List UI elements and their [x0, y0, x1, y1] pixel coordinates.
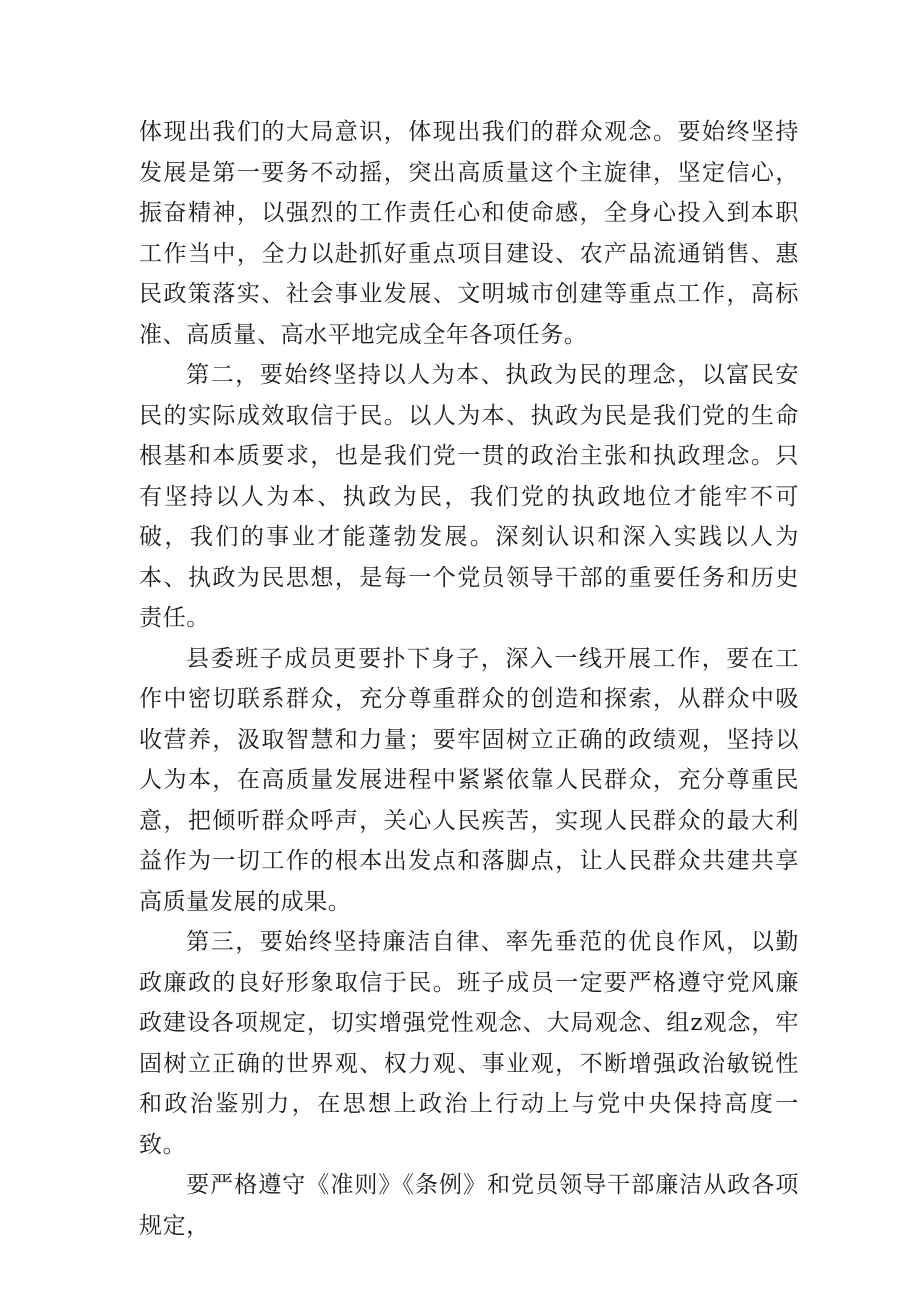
paragraph-county-committee: 县委班子成员更要扑下身子，深入一线开展工作，要在工作中密切联系群众，充分尊重群众的创造和探索，从群众中吸收营养，汲取智慧和力量；要牢固树立正确的政绩观，坚持以人为本，在高质量发展进程中紧紧依靠人民群众，充分尊重民意，把倾听群众呼声，关心人民疾苦，实现人民群众的最大利益作为一切工作的根本出发点和落脚点，让人民群众共建共享高质量发展的成果。 [139, 645, 799, 915]
document-body [139, 112, 799, 1246]
paragraph-third-point: 第三，要始终坚持廉洁自律、率先垂范的优良作风，以勤政廉政的良好形象取信于民。班子成员一定要严格遵守党风廉政建设各项规定，切实增强党性观念、大局观念、组z观念，牢固树立正确的世界观、权力观、事业观，不断增强政治敏锐性和政治鉴别力，在思想上政治上行动上与党中央保持高度一致。 [139, 929, 799, 1158]
paragraph-second-point: 第二，要始终坚持以人为本、执政为民的理念，以富民安民的实际成效取信于民。以人为本、执政为民是我们党的生命根基和本质要求，也是我们党一贯的政治主张和执政理念。只有坚持以人为本、执政为民，我们党的执政地位才能牢不可破，我们的事业才能蓬勃发展。深刻认识和深入实践以人为本、执政为民思想，是每一个党员领导干部的重要任务和历史责任。 [139, 362, 799, 631]
paragraph-continuation: 体现出我们的大局意识，体现出我们的群众观念。要始终坚持发展是第一要务不动摇，突出高质量这个主旋律，坚定信心，振奋精神，以强烈的工作责任心和使命感，全身心投入到本职工作当中，全力以赴抓好重点项目建设、农产品流通销售、惠民政策落实、社会事业发展、文明城市创建等重点工作，高标准、高质量、高水平地完成全年各项任务。 [139, 119, 799, 348]
paragraph-regulations: 要严格遵守《准则》《条例》和党员领导干部廉洁从政各项规定， [139, 1172, 799, 1239]
